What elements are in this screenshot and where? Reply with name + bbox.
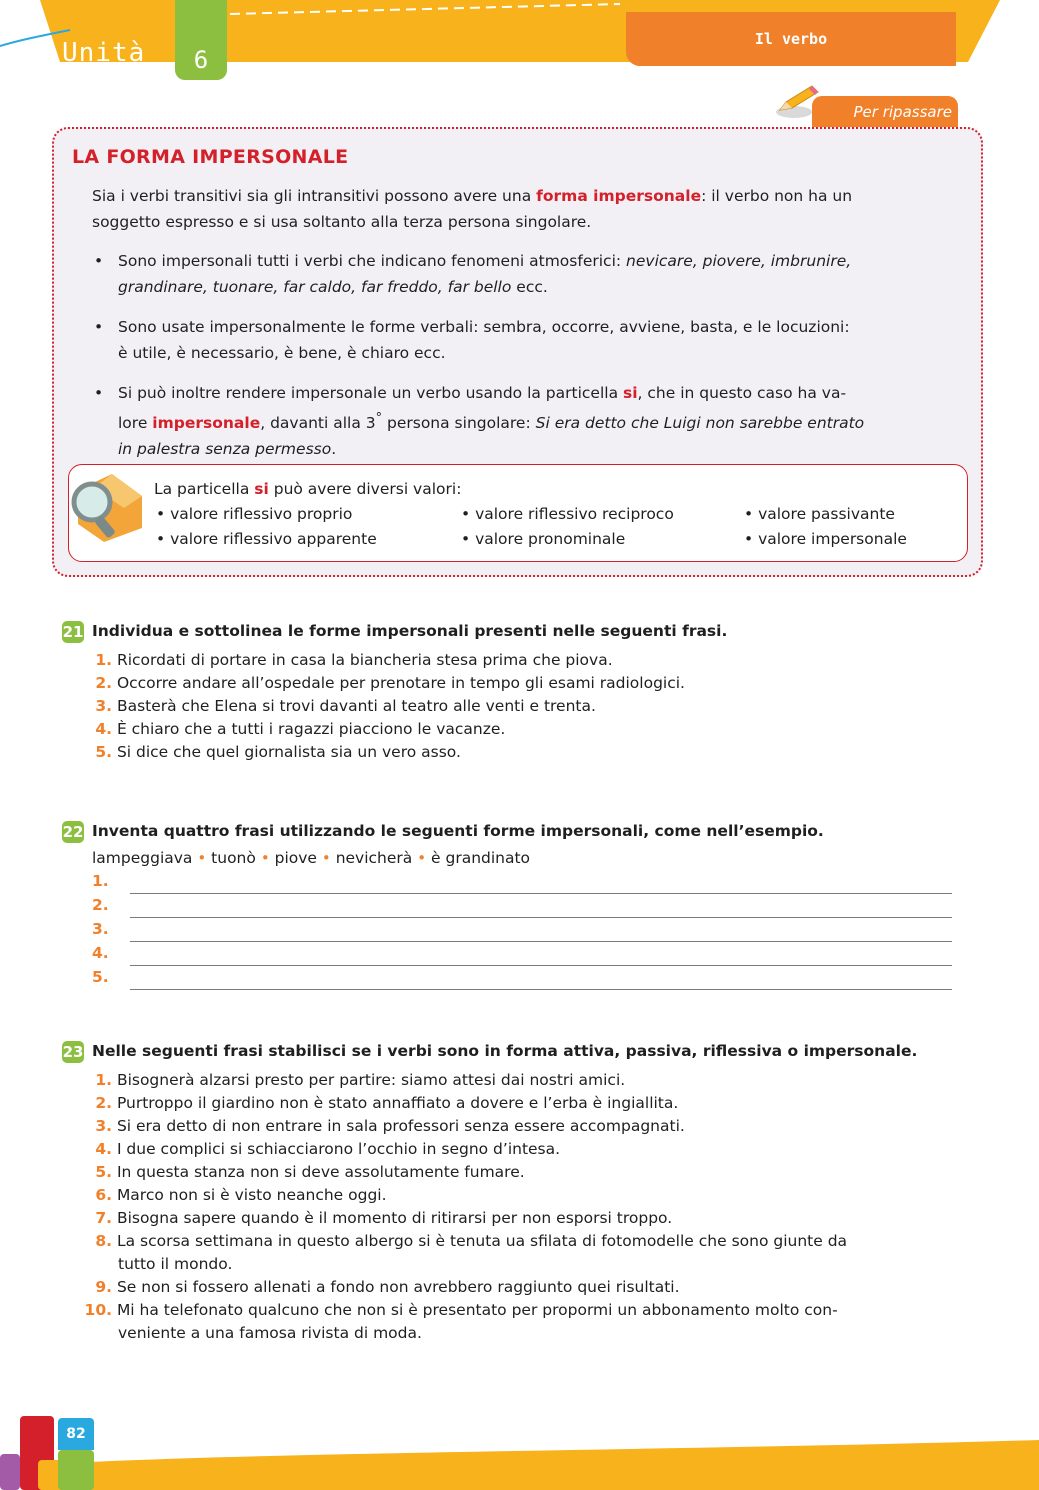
particella-value: • valore riflessivo apparente (156, 530, 377, 548)
list-item: 2. Purtroppo il giardino non è stato annaffiato a dovere e l’erba è ingiallita. (95, 1094, 679, 1112)
particella-value: • valore riflessivo proprio (156, 505, 353, 523)
list-item: 7. Bisogna sapere quando è il momento di ritirarsi per non esporsi troppo. (95, 1209, 673, 1227)
answer-line-number: 3. (92, 920, 109, 938)
answer-line[interactable] (130, 965, 952, 966)
particella-value: • valore riflessivo reciproco (461, 505, 674, 523)
theory-bullet-2: • Sono usate impersonalmente le forme verbali: sembra, occorre, avviene, basta, e le locuzioni: è utile, è necessario, è bene, è chiaro ecc. (94, 318, 850, 362)
particella-value: • valore pronominale (461, 530, 626, 548)
list-item: 2. Occorre andare all’ospedale per prenotare in tempo gli esami radiologici. (95, 674, 685, 692)
list-item: 6. Marco non si è visto neanche oggi. (95, 1186, 387, 1204)
list-item: 1. Bisognerà alzarsi presto per partire: siamo attesi dai nostri amici. (95, 1071, 626, 1089)
answer-line[interactable] (130, 941, 952, 942)
answer-line-number: 1. (92, 872, 109, 890)
answer-line-number: 5. (92, 968, 109, 986)
theory-title: LA FORMA IMPERSONALE (72, 146, 349, 168)
theory-bullet-1: • Sono impersonali tutti i verbi che indicano fenomeni atmosferici: nevicare, piovere, imbrunire, grandinare, tuonare, far caldo, far freddo, far bello ecc. (94, 252, 852, 296)
magnifier-icon (64, 468, 144, 544)
theory-intro: Sia i verbi transitivi sia gli intransitivi possono avere una forma impersonale: il verbo non ha un soggetto espresso e si usa soltanto alla terza persona singolare. (92, 187, 853, 231)
answer-line[interactable] (130, 893, 952, 894)
unit-number: 6 (193, 46, 209, 74)
theory-bullet-3: • Si può inoltre rendere impersonale un verbo usando la particella si, che in questo caso ha va- lore impersonale, davanti alla 3° persona singolare: Si era detto che Luigi non sarebbe entrato in palestra senza permesso. (94, 384, 865, 459)
exercise-number: 22 (62, 823, 84, 841)
page-number: 82 (58, 1418, 94, 1450)
list-item-continuation: veniente a una famosa rivista di moda. (118, 1324, 422, 1342)
particella-intro: La particella si può avere diversi valori: (154, 480, 462, 498)
particella-value: • valore passivante (744, 505, 895, 523)
answer-line[interactable] (130, 989, 952, 990)
chapter-title: Il verbo (754, 30, 828, 48)
exercise-title: Nelle seguenti frasi stabilisci se i verbi sono in forma attiva, passiva, riflessiva o impersonale. (92, 1042, 918, 1060)
particella-value: • valore impersonale (744, 530, 907, 548)
list-item: 8. La scorsa settimana in questo albergo si è tenuta ua sfilata di fotomodelle che sono giunte da (95, 1232, 848, 1250)
unit-label: Unità (62, 38, 146, 68)
list-item-continuation: tutto il mondo. (118, 1255, 233, 1273)
list-item: 4. È chiaro che a tutti i ragazzi piacciono le vacanze. (95, 720, 506, 738)
list-item: 5. In questa stanza non si deve assolutamente fumare. (95, 1163, 525, 1181)
exercise-number: 21 (62, 623, 84, 641)
list-item: 1. Ricordati di portare in casa la biancheria stesa prima che piova. (95, 651, 613, 669)
list-item: 3. Basterà che Elena si trovi davanti al teatro alle venti e trenta. (95, 697, 596, 715)
answer-line[interactable] (130, 917, 952, 918)
list-item: 3. Si era detto di non entrare in sala professori senza essere accompagnati. (95, 1117, 685, 1135)
list-item: 5. Si dice che quel giornalista sia un vero asso. (95, 743, 461, 761)
section-tag: Per ripassare (853, 103, 952, 121)
answer-line-number: 4. (92, 944, 109, 962)
exercise-title: Inventa quattro frasi utilizzando le seguenti forme impersonali, come nell’esempio. (92, 822, 824, 840)
list-item: 4. I due complici si schiacciarono l’occhio in segno d’intesa. (95, 1140, 561, 1158)
list-item: 10. Mi ha telefonato qualcuno che non si è presentato per propormi un abbonamento molto con- (84, 1301, 838, 1319)
exercise-title: Individua e sottolinea le forme impersonali presenti nelle seguenti frasi. (92, 622, 728, 640)
word-list: lampeggiava • tuonò • piove • nevicherà • è grandinato (92, 849, 531, 867)
answer-line-number: 2. (92, 896, 109, 914)
footer-band (0, 1400, 1039, 1490)
exercise-number: 23 (62, 1043, 84, 1061)
list-item: 9. Se non si fossero allenati a fondo non avrebbero raggiunto quei risultati. (95, 1278, 680, 1296)
